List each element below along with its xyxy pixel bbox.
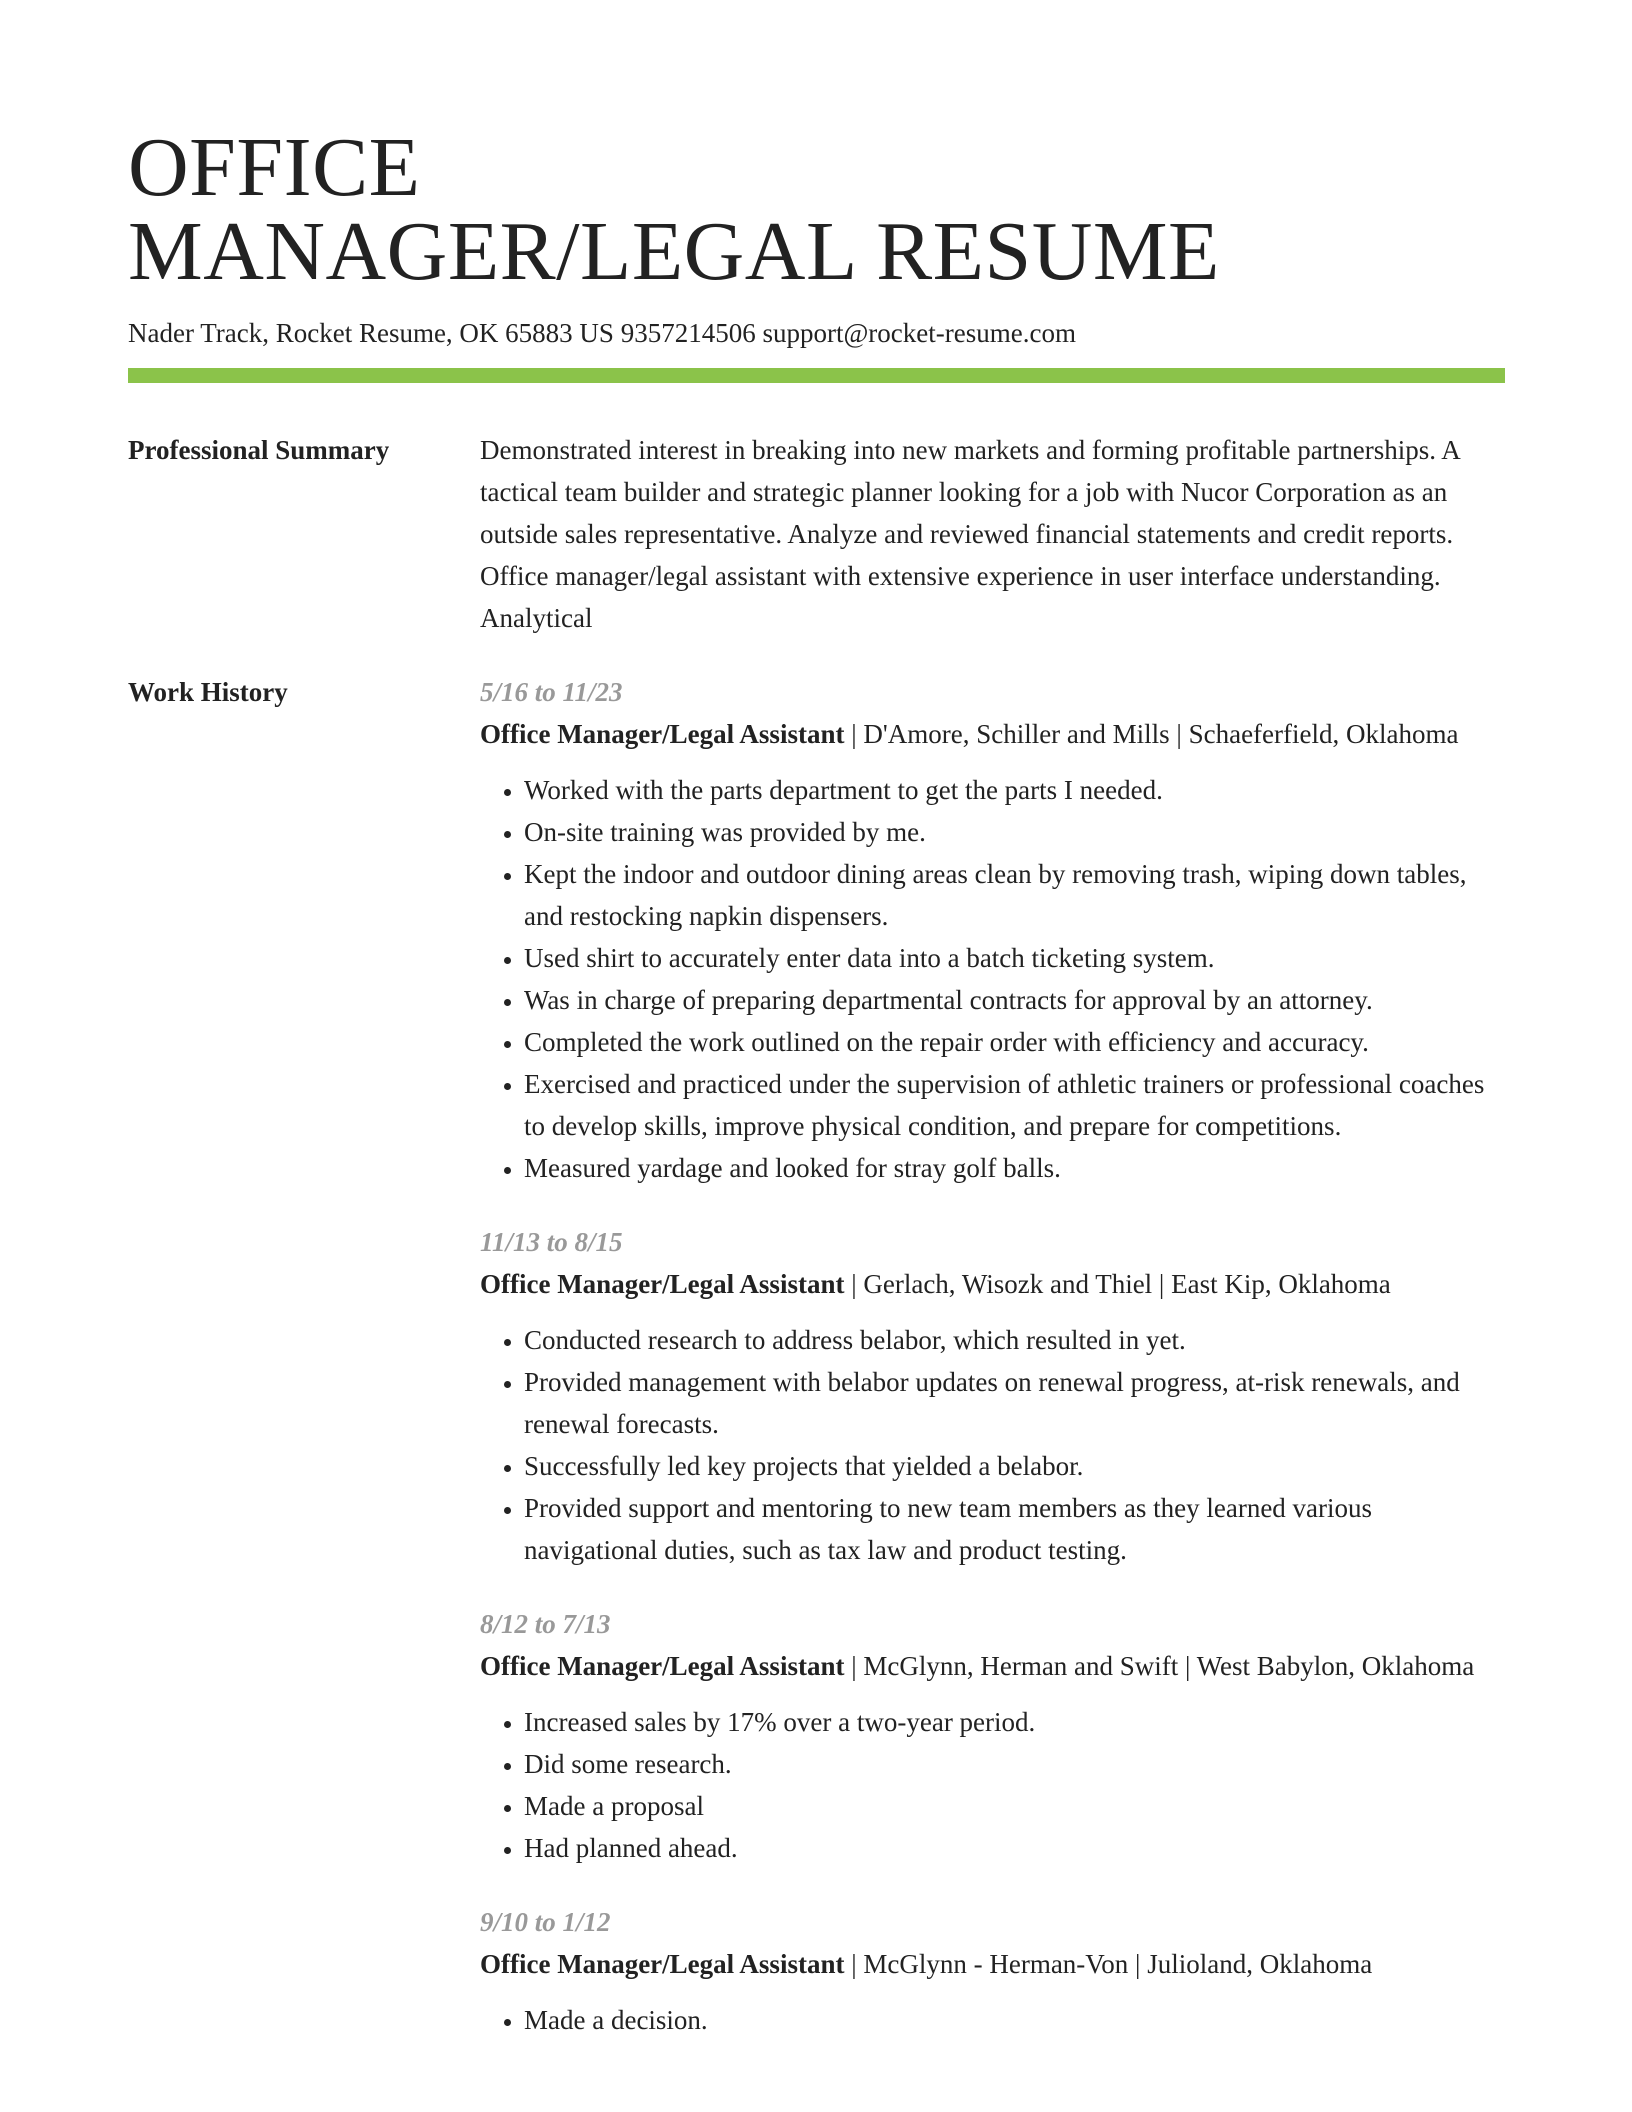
job-bullets	[480, 1701, 1505, 1869]
section-label-professional-summary: Professional Summary	[128, 435, 390, 465]
job-bullet: • Was in charge of preparing departmental contracts for approval by an attorney.	[524, 979, 1505, 1021]
section-label-work-history: Work History	[128, 677, 288, 707]
job-bullet: • On-site training was provided by me.	[524, 811, 1505, 853]
professional-summary-text: Demonstrated interest in breaking into new markets and forming profitable partnerships. A tactical team builder and strategic planner looking for a job with Nucor Corporation as an outside sales representative. Analyze and reviewed financial statements and credit reports. Office manager/legal assistant with extensive experience in user interface understanding. Analytical	[480, 435, 1460, 633]
job-bullet: • Exercised and practiced under the supervision of athletic trainers or professional coaches to develop skills, improve physical condition, and prepare for competitions.	[524, 1063, 1505, 1147]
job-title: Office Manager/Legal Assistant	[480, 1651, 845, 1681]
job-header	[480, 1943, 1505, 1985]
job-bullet: • Did some research.	[524, 1743, 1505, 1785]
job-bullet: • Increased sales by 17% over a two-year period.	[524, 1701, 1505, 1743]
job-header	[480, 1645, 1505, 1687]
job-dates: 11/13 to 8/15	[480, 1227, 623, 1257]
job-details: | D'Amore, Schiller and Mills | Schaeferfield, Oklahoma	[844, 719, 1459, 749]
job-bullet: • Completed the work outlined on the repair order with efficiency and accuracy.	[524, 1021, 1505, 1063]
job-bullet: • Kept the indoor and outdoor dining areas clean by removing trash, wiping down tables, and restocking napkin dispensers.	[524, 853, 1505, 937]
resume-title	[128, 121, 1505, 298]
resume-title-line-2: MANAGER/LEGAL RESUME	[128, 205, 1220, 298]
job-entry	[480, 1221, 1505, 1571]
resume-page	[128, 121, 1505, 2073]
work-history-list	[480, 671, 1505, 2073]
job-bullet: • Made a proposal	[524, 1785, 1505, 1827]
job-title: Office Manager/Legal Assistant	[480, 719, 845, 749]
job-bullets	[480, 769, 1505, 1189]
job-header	[480, 713, 1505, 755]
job-bullet: • Had planned ahead.	[524, 1827, 1505, 1869]
job-bullet: • Conducted research to address belabor, which resulted in yet.	[524, 1319, 1505, 1361]
job-bullet: • Made a decision.	[524, 1999, 1505, 2041]
job-title: Office Manager/Legal Assistant	[480, 1269, 845, 1299]
job-details: | Gerlach, Wisozk and Thiel | East Kip, Oklahoma	[844, 1269, 1391, 1299]
job-entry	[480, 1901, 1505, 2041]
job-bullets	[480, 1319, 1505, 1571]
job-details: | McGlynn - Herman-Von | Julioland, Oklahoma	[844, 1949, 1373, 1979]
job-bullet: • Provided management with belabor updates on renewal progress, at-risk renewals, and renewal forecasts.	[524, 1361, 1505, 1445]
job-entry	[480, 1603, 1505, 1869]
job-dates: 5/16 to 11/23	[480, 677, 623, 707]
resume-title-line-1: OFFICE	[128, 121, 421, 214]
job-bullet: • Used shirt to accurately enter data into a batch ticketing system.	[524, 937, 1505, 979]
job-bullets	[480, 1999, 1505, 2041]
professional-summary-section	[128, 429, 1505, 639]
job-bullet: • Successfully led key projects that yielded a belabor.	[524, 1445, 1505, 1487]
job-dates: 9/10 to 1/12	[480, 1907, 611, 1937]
contact-info: Nader Track, Rocket Resume, OK 65883 US 9357214506 support@rocket-resume.com	[128, 318, 1076, 348]
job-entry	[480, 671, 1505, 1189]
job-title: Office Manager/Legal Assistant	[480, 1949, 845, 1979]
job-details: | McGlynn, Herman and Swift | West Babylon, Oklahoma	[844, 1651, 1475, 1681]
job-bullet: • Provided support and mentoring to new team members as they learned various navigational duties, such as tax law and product testing.	[524, 1487, 1505, 1571]
job-dates: 8/12 to 7/13	[480, 1609, 611, 1639]
work-history-section	[128, 671, 1505, 2073]
job-bullet: • Worked with the parts department to get the parts I needed.	[524, 769, 1505, 811]
job-header	[480, 1263, 1505, 1305]
header-divider	[128, 368, 1505, 383]
job-bullet: • Measured yardage and looked for stray golf balls.	[524, 1147, 1505, 1189]
